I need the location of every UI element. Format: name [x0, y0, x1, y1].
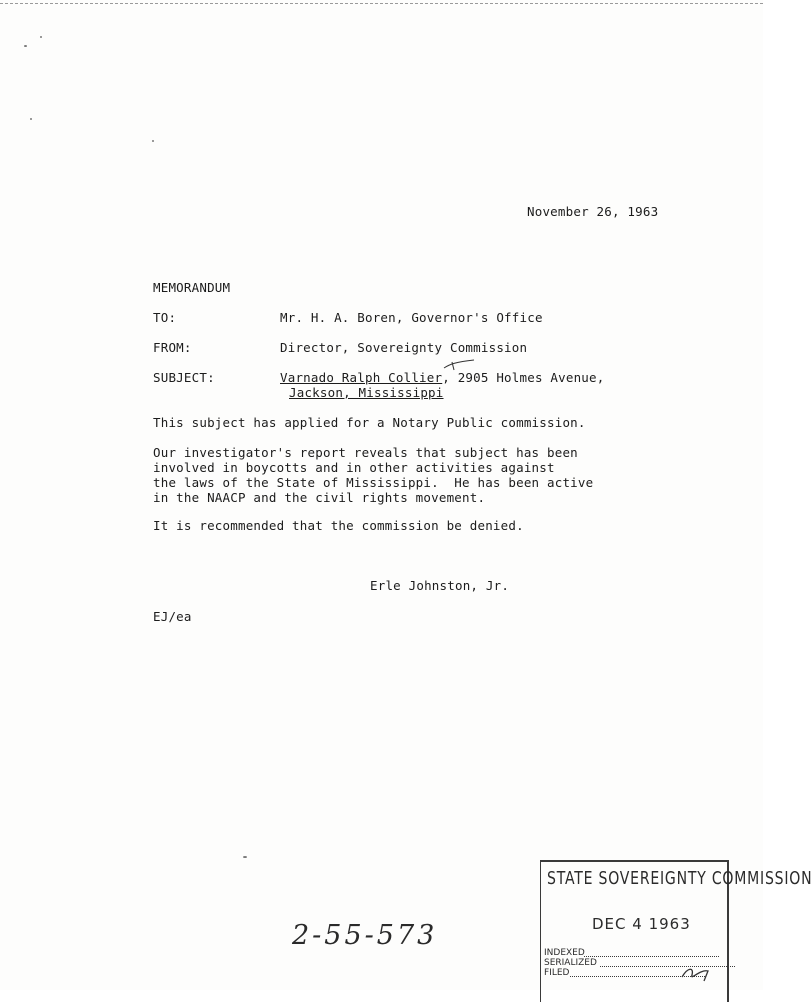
memo-date: November 26, 1963 — [527, 204, 659, 219]
scan-speck — [24, 45, 27, 47]
stamp-indexed: INDEXED — [544, 948, 585, 958]
subject-line-2: Jackson, Mississippi — [289, 385, 444, 400]
to-label: TO: — [153, 310, 177, 325]
handwritten-check-mark — [442, 358, 476, 372]
received-stamp — [540, 860, 812, 990]
to-value: Mr. H. A. Boren, Governor's Office — [280, 310, 543, 325]
paragraph-investigation — [153, 445, 593, 505]
from-label: FROM: — [153, 340, 192, 355]
memo-heading: MEMORANDUM — [153, 280, 231, 295]
paragraph-line: the laws of the State of Mississippi. He has been active — [153, 475, 594, 490]
stamp-header: STATE SOVEREIGNTY COMMISSION — [547, 868, 812, 889]
handwritten-file-number: 2-55-573 — [292, 920, 438, 951]
paragraph-line: involved in boycotts and in other activities against — [153, 460, 555, 475]
subject-address: , 2905 Holmes Avenue, — [442, 370, 605, 385]
typist-initials: EJ/ea — [153, 609, 192, 624]
paragraph-line: in the NAACP and the civil rights movement. — [153, 490, 486, 505]
from-value: Director, Sovereignty Commission — [280, 340, 528, 355]
stamp-date: DEC 4 1963 — [592, 915, 691, 933]
paragraph-recommendation: It is recommended that the commission be denied. — [153, 518, 524, 533]
subject-line-1 — [280, 370, 605, 385]
stamp-filed: FILED — [544, 968, 570, 978]
stamp-dotted-line — [584, 956, 719, 957]
stamp-initials-scrawl — [678, 963, 718, 983]
scan-speck — [30, 118, 32, 120]
paragraph-application: This subject has applied for a Notary Public commission. — [153, 415, 586, 430]
top-edge-rule — [0, 3, 763, 4]
scan-speck — [243, 856, 247, 858]
paragraph-line: Our investigator's report reveals that subject has been — [153, 445, 578, 460]
scan-speck — [40, 36, 42, 38]
stamp-serialized: SERIALIZED — [544, 958, 597, 968]
subject-label: SUBJECT: — [153, 370, 215, 385]
scan-speck — [152, 140, 154, 142]
subject-name: Varnado Ralph Collier — [280, 370, 443, 385]
signature-name: Erle Johnston, Jr. — [370, 578, 510, 593]
